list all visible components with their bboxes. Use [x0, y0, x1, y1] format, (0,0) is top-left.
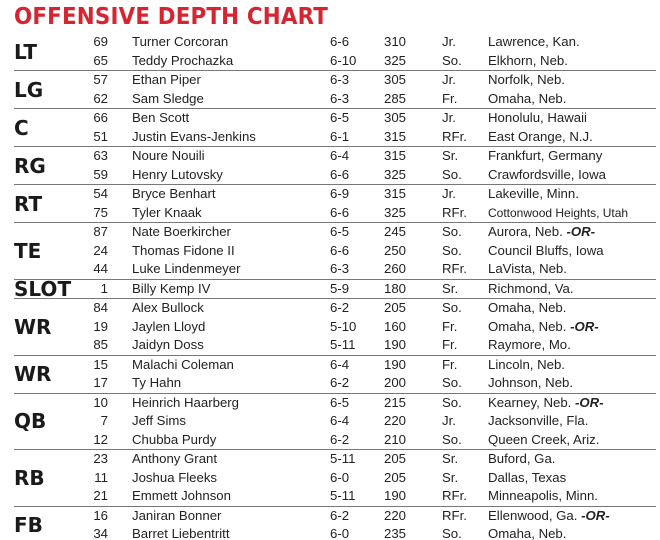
jersey-number: 85 — [93, 337, 108, 352]
player-name: Sam Sledge — [132, 90, 204, 106]
jersey-number: 1 — [100, 280, 108, 296]
jersey-number: 63 — [93, 148, 108, 163]
player-name: Jeff Sims — [132, 413, 186, 428]
player-height: 6-2 — [330, 300, 350, 315]
player-row — [14, 260, 656, 279]
player-hometown-cell — [488, 52, 568, 71]
player-hometown-cell — [488, 128, 593, 147]
player-height: 5-11 — [330, 337, 356, 352]
position-label: LG — [14, 77, 44, 102]
player-row — [14, 109, 656, 128]
player-year: Sr. — [442, 148, 459, 163]
jersey-number: 65 — [93, 52, 108, 68]
player-name: Billy Kemp IV — [132, 280, 211, 296]
position-group-slot — [14, 276, 656, 301]
jersey-number: 19 — [93, 318, 108, 334]
player-hometown-cell — [488, 109, 587, 128]
position-group-wr — [14, 356, 656, 394]
player-name: Alex Bullock — [132, 300, 204, 315]
player-height: 5-9 — [330, 280, 350, 296]
player-row — [14, 185, 656, 204]
player-row — [14, 299, 656, 318]
player-hometown: Buford, Ga. — [488, 451, 556, 466]
position-group-rg — [14, 147, 656, 185]
player-row — [14, 242, 656, 261]
player-weight: 215 — [384, 394, 407, 410]
player-row — [14, 318, 656, 337]
or-marker: -OR- — [581, 507, 610, 523]
player-weight: 260 — [384, 261, 407, 276]
jersey-number: 57 — [93, 72, 108, 87]
player-name: Henry Lutovsky — [132, 166, 223, 182]
player-name: Justin Evans-Jenkins — [132, 128, 256, 144]
player-hometown-cell — [488, 223, 595, 242]
player-hometown: Elkhorn, Neb. — [488, 52, 568, 68]
player-name: Joshua Fleeks — [132, 469, 218, 485]
jersey-number: 66 — [93, 110, 108, 125]
player-name: Emmett Johnson — [132, 488, 231, 503]
player-weight: 305 — [384, 72, 407, 87]
jersey-number: 69 — [93, 34, 108, 49]
player-row — [14, 487, 656, 506]
player-weight: 245 — [384, 224, 407, 239]
player-hometown: Omaha, Neb. — [488, 300, 567, 315]
jersey-number: 34 — [93, 526, 108, 540]
player-weight: 190 — [384, 337, 407, 352]
player-hometown: Minneapolis, Minn. — [488, 488, 598, 503]
player-hometown-cell — [488, 525, 566, 540]
player-hometown: Johnson, Neb. — [488, 375, 574, 390]
player-hometown-cell — [488, 204, 628, 223]
position-group-fb — [14, 507, 656, 540]
player-name: Turner Corcoran — [132, 34, 229, 49]
player-hometown-cell — [488, 394, 604, 413]
jersey-number: 12 — [93, 431, 108, 447]
player-height: 6-1 — [330, 128, 350, 144]
jersey-number: 16 — [93, 507, 108, 523]
player-weight: 190 — [384, 356, 407, 372]
player-name: Anthony Grant — [132, 451, 218, 466]
position-label: SLOT — [14, 276, 72, 301]
player-row — [14, 280, 656, 299]
jersey-number: 21 — [93, 488, 108, 503]
player-hometown: Omaha, Neb. — [488, 318, 567, 334]
player-hometown-cell — [488, 242, 604, 261]
player-weight: 160 — [384, 318, 407, 334]
player-hometown: Aurora, Neb. — [488, 224, 563, 239]
player-name: Ethan Piper — [132, 72, 201, 87]
player-weight: 235 — [384, 526, 407, 540]
jersey-number: 87 — [93, 224, 108, 239]
player-year: Jr. — [442, 186, 456, 201]
player-height: 6-3 — [330, 261, 350, 276]
player-hometown-cell — [488, 166, 606, 185]
player-row — [14, 336, 656, 355]
player-hometown-cell — [488, 507, 610, 526]
player-year: Sr. — [442, 451, 459, 466]
player-height: 6-3 — [330, 72, 350, 87]
jersey-number: 62 — [93, 90, 108, 106]
player-row — [14, 223, 656, 242]
player-year: So. — [442, 224, 462, 239]
position-group-lt — [14, 33, 656, 71]
jersey-number: 23 — [93, 451, 108, 466]
player-height: 6-4 — [330, 356, 350, 372]
player-year: Jr. — [442, 34, 456, 49]
player-name: Luke Lindenmeyer — [132, 261, 241, 276]
player-name: Teddy Prochazka — [132, 52, 234, 68]
jersey-number: 44 — [93, 261, 108, 276]
player-name: Barret Liebentritt — [132, 526, 230, 540]
or-marker: -OR- — [575, 394, 604, 410]
player-height: 6-4 — [330, 148, 350, 163]
player-name: Janiran Bonner — [132, 507, 222, 523]
player-name: Chubba Purdy — [132, 431, 217, 447]
player-hometown: Kearney, Neb. — [488, 394, 572, 410]
player-name: Tyler Knaak — [132, 204, 202, 220]
or-marker: -OR- — [570, 318, 599, 334]
player-height: 6-6 — [330, 242, 350, 258]
player-name: Jaylen Lloyd — [132, 318, 206, 334]
player-row — [14, 412, 656, 431]
player-row — [14, 525, 656, 540]
player-hometown: Lawrence, Kan. — [488, 34, 580, 49]
player-name: Jaidyn Doss — [132, 337, 204, 352]
player-year: So. — [442, 375, 462, 390]
player-hometown: Richmond, Va. — [488, 280, 574, 296]
page-title: OFFENSIVE DEPTH CHART — [14, 4, 329, 30]
player-year: So. — [442, 431, 462, 447]
player-hometown-cell — [488, 450, 555, 469]
player-year: Sr. — [442, 469, 459, 485]
player-name: Nate Boerkircher — [132, 224, 231, 239]
player-row — [14, 128, 656, 147]
position-label: TE — [14, 238, 42, 263]
player-row — [14, 52, 656, 71]
player-hometown-cell — [488, 147, 602, 166]
player-hometown: Dallas, Texas — [488, 469, 567, 485]
player-year: So. — [442, 242, 462, 258]
player-hometown-cell — [488, 90, 566, 109]
player-row — [14, 147, 656, 166]
player-weight: 220 — [384, 413, 407, 428]
player-weight: 305 — [384, 110, 407, 125]
jersey-number: 11 — [94, 469, 108, 485]
player-weight: 325 — [384, 52, 407, 68]
player-hometown-cell — [488, 33, 580, 52]
depth-chart-table — [14, 33, 656, 540]
player-year: RFr. — [442, 261, 467, 276]
player-weight: 190 — [384, 488, 407, 503]
player-hometown: Norfolk, Neb. — [488, 72, 565, 87]
player-height: 6-5 — [330, 110, 350, 125]
player-hometown: Lincoln, Neb. — [488, 356, 565, 372]
player-height: 6-5 — [330, 224, 350, 239]
player-weight: 325 — [384, 204, 407, 220]
player-name: Ben Scott — [132, 110, 190, 125]
player-hometown: Jacksonville, Fla. — [488, 413, 589, 428]
player-year: Fr. — [442, 318, 458, 334]
position-label: FB — [14, 513, 43, 537]
player-height: 5-11 — [330, 451, 356, 466]
player-hometown-cell — [488, 280, 574, 299]
player-weight: 325 — [384, 166, 407, 182]
player-hometown: Cottonwood Heights, Utah — [488, 205, 629, 220]
player-height: 6-2 — [330, 431, 350, 447]
player-year: So. — [442, 166, 462, 182]
player-name: Malachi Coleman — [132, 356, 234, 372]
player-weight: 315 — [384, 148, 407, 163]
player-height: 6-3 — [330, 90, 350, 106]
player-height: 6-6 — [330, 34, 350, 49]
player-hometown: Omaha, Neb. — [488, 90, 567, 106]
player-hometown-cell — [488, 71, 565, 90]
player-year: Jr. — [442, 413, 456, 428]
player-name: Heinrich Haarberg — [132, 394, 240, 410]
player-row — [14, 166, 656, 185]
player-year: Fr. — [442, 90, 458, 106]
player-hometown-cell — [488, 260, 567, 279]
player-height: 6-6 — [330, 204, 350, 220]
player-hometown: Council Bluffs, Iowa — [488, 242, 604, 258]
player-year: Fr. — [442, 356, 458, 372]
position-label: WR — [14, 314, 52, 339]
jersey-number: 54 — [93, 186, 108, 201]
player-name: Thomas Fidone II — [132, 242, 235, 258]
player-row — [14, 431, 656, 450]
player-weight: 310 — [384, 34, 407, 49]
player-row — [14, 90, 656, 109]
player-weight: 210 — [384, 431, 407, 447]
or-marker: -OR- — [566, 224, 596, 239]
player-year: So. — [442, 300, 462, 315]
player-year: RFr. — [442, 488, 467, 503]
position-group-lg — [14, 71, 656, 109]
player-hometown-cell — [488, 185, 579, 204]
player-row — [14, 394, 656, 413]
position-label: RG — [14, 153, 46, 178]
player-row — [14, 469, 656, 488]
player-weight: 205 — [384, 300, 407, 315]
position-group-te — [14, 223, 656, 280]
jersey-number: 84 — [93, 300, 108, 315]
player-hometown: Raymore, Mo. — [488, 337, 571, 352]
position-label: QB — [14, 409, 47, 434]
player-hometown-cell — [488, 374, 573, 393]
player-weight: 220 — [384, 507, 407, 523]
player-year: Jr. — [442, 72, 456, 87]
player-name: Bryce Benhart — [132, 186, 216, 201]
player-year: So. — [442, 394, 462, 410]
player-hometown-cell — [488, 469, 566, 488]
player-hometown: East Orange, N.J. — [488, 128, 593, 144]
position-group-rb — [14, 450, 656, 507]
player-height: 6-10 — [330, 52, 357, 68]
player-year: RFr. — [442, 204, 467, 220]
player-row — [14, 71, 656, 90]
player-name: Ty Hahn — [132, 375, 182, 390]
player-row — [14, 507, 656, 526]
jersey-number: 7 — [100, 413, 108, 428]
player-height: 6-6 — [330, 166, 350, 182]
player-name: Noure Nouili — [132, 148, 205, 163]
position-group-qb — [14, 394, 656, 451]
player-weight: 285 — [384, 90, 407, 106]
player-year: Jr. — [442, 110, 456, 125]
position-label: WR — [14, 362, 52, 386]
position-group-rt — [14, 185, 656, 223]
player-height: 6-2 — [330, 375, 350, 390]
player-hometown-cell — [488, 487, 598, 506]
player-hometown-cell — [488, 336, 571, 355]
player-hometown: Ellenwood, Ga. — [488, 507, 578, 523]
position-label: RT — [14, 191, 43, 216]
player-weight: 315 — [384, 128, 407, 144]
position-group-wr — [14, 299, 656, 356]
player-hometown-cell — [488, 318, 599, 337]
jersey-number: 15 — [93, 356, 108, 372]
player-height: 6-0 — [330, 469, 350, 485]
position-group-c — [14, 109, 656, 147]
player-hometown: Queen Creek, Ariz. — [488, 431, 600, 447]
player-height: 6-4 — [330, 413, 350, 428]
player-hometown-cell — [488, 356, 565, 375]
player-year: Sr. — [442, 280, 459, 296]
player-weight: 250 — [384, 242, 407, 258]
player-hometown: Frankfurt, Germany — [488, 148, 603, 163]
player-height: 6-0 — [330, 526, 350, 540]
player-row — [14, 374, 656, 393]
player-hometown-cell — [488, 412, 588, 431]
position-label: C — [14, 115, 29, 140]
player-year: RFr. — [442, 507, 467, 523]
player-weight: 180 — [384, 280, 407, 296]
player-year: So. — [442, 526, 462, 540]
player-hometown: Honolulu, Hawaii — [488, 110, 587, 125]
jersey-number: 17 — [93, 375, 108, 390]
player-hometown: Omaha, Neb. — [488, 526, 567, 540]
player-height: 6-5 — [330, 394, 350, 410]
player-height: 5-11 — [330, 488, 356, 503]
player-weight: 315 — [384, 186, 407, 201]
player-weight: 205 — [384, 451, 407, 466]
position-label: LT — [14, 39, 38, 64]
player-height: 5-10 — [330, 318, 357, 334]
jersey-number: 24 — [93, 242, 108, 258]
player-hometown: Lakeville, Minn. — [488, 186, 579, 201]
player-row — [14, 204, 656, 223]
player-hometown: Crawfordsville, Iowa — [488, 166, 606, 182]
player-hometown: LaVista, Neb. — [488, 261, 567, 276]
jersey-number: 75 — [93, 204, 108, 220]
player-year: So. — [442, 52, 462, 68]
jersey-number: 51 — [93, 128, 108, 144]
player-row — [14, 33, 656, 52]
jersey-number: 59 — [93, 166, 108, 182]
position-label: RB — [14, 465, 45, 490]
player-weight: 205 — [384, 469, 407, 485]
player-hometown-cell — [488, 299, 566, 318]
player-row — [14, 450, 656, 469]
player-hometown-cell — [488, 431, 599, 450]
player-year: RFr. — [442, 128, 467, 144]
player-height: 6-9 — [330, 186, 350, 201]
jersey-number: 10 — [93, 394, 108, 410]
player-weight: 200 — [384, 375, 407, 390]
player-year: Fr. — [442, 337, 458, 352]
player-height: 6-2 — [330, 507, 350, 523]
player-row — [14, 356, 656, 375]
